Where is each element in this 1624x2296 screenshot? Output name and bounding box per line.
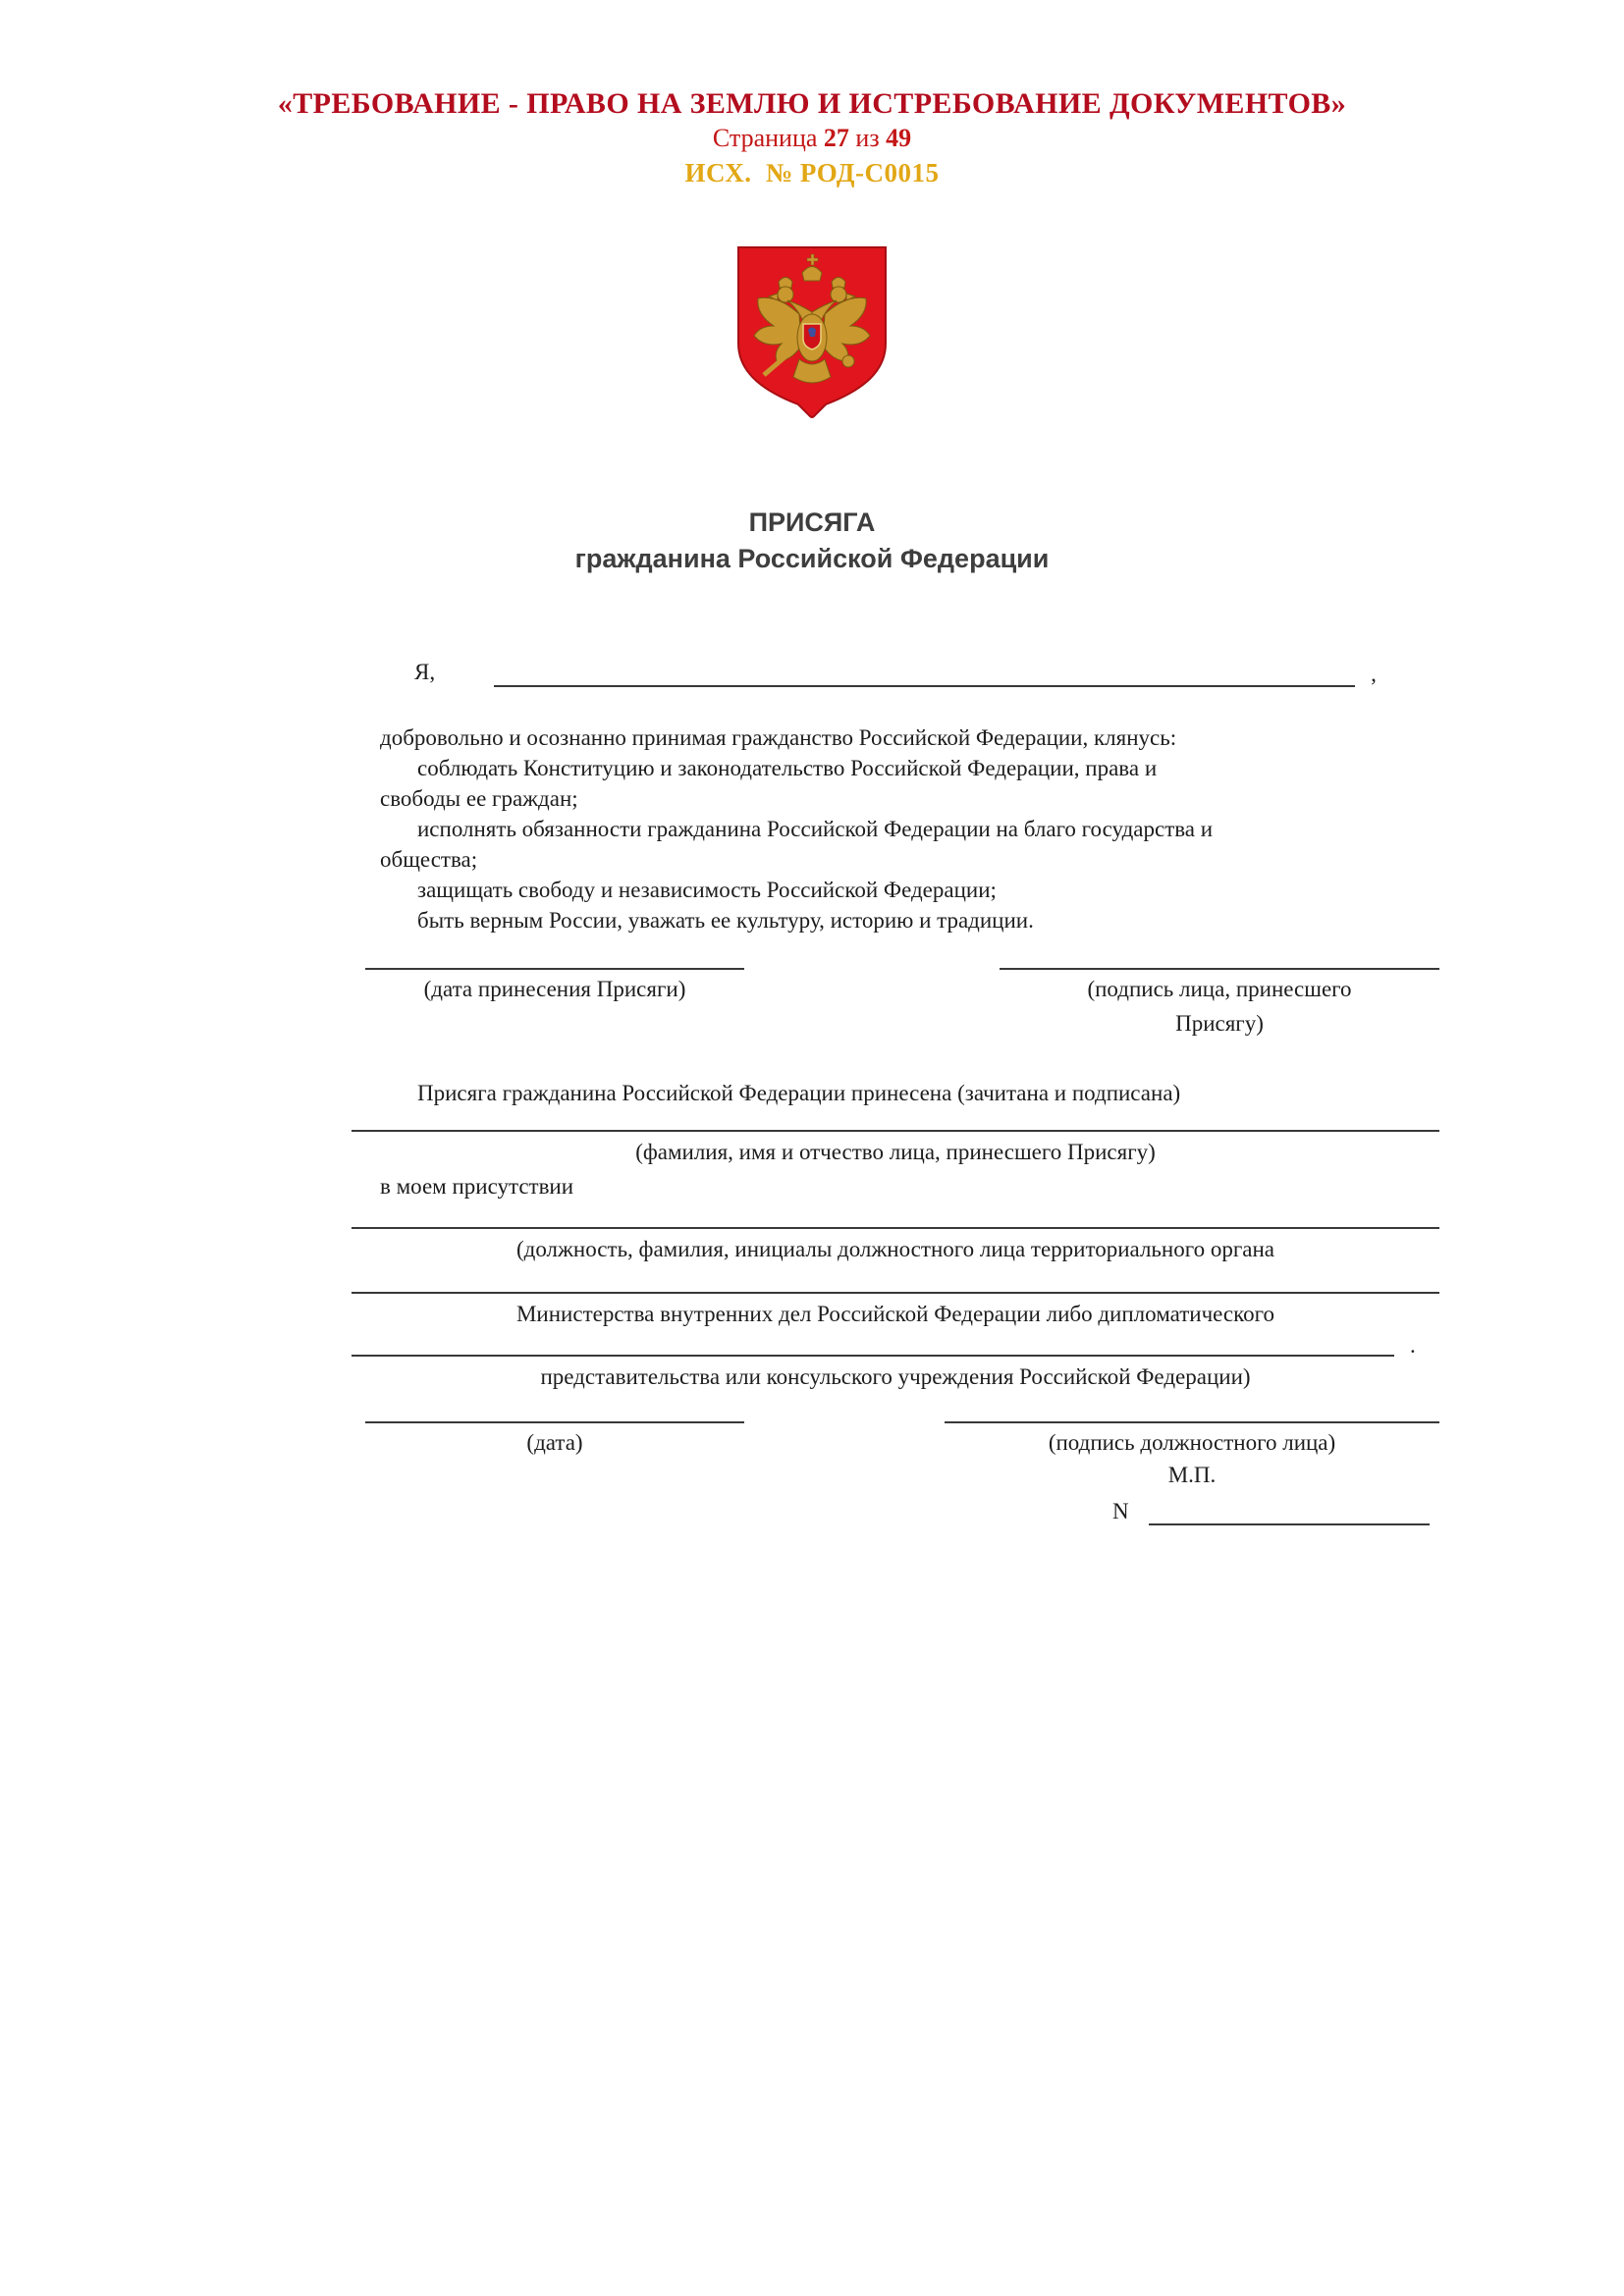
document-header bbox=[0, 0, 1624, 190]
document-body bbox=[352, 650, 1439, 1525]
page-indicator bbox=[0, 122, 1624, 155]
official-date-line bbox=[365, 1421, 744, 1423]
official-signature-field bbox=[945, 1421, 1439, 1525]
name-blank-row bbox=[352, 650, 1439, 687]
page-total: 49 bbox=[886, 124, 912, 152]
official-caption-line1: (должность, фамилия, инициалы должностного лица территориального органа bbox=[516, 1237, 1274, 1261]
outgoing-ref-number: ИСХ. № РОД-С0015 bbox=[684, 158, 940, 187]
oath-date-field bbox=[365, 968, 744, 1039]
official-line-3-row: . bbox=[352, 1355, 1439, 1357]
full-name-blank bbox=[494, 658, 1355, 687]
official-line-2 bbox=[352, 1292, 1439, 1294]
oath-signature-caption-line2: Присягу) bbox=[1175, 1011, 1264, 1036]
fio-line bbox=[352, 1130, 1439, 1132]
number-blank bbox=[1149, 1498, 1430, 1525]
official-caption-line3: представительства или консульского учреждения Российской Федерации) bbox=[540, 1364, 1251, 1389]
oath-text bbox=[352, 722, 1439, 935]
oath-line: быть верным России, уважать ее культуру, историю и традиции. bbox=[417, 908, 1034, 933]
oath-line: свободы ее граждан; bbox=[380, 786, 578, 811]
trailing-comma: , bbox=[1371, 662, 1377, 686]
official-line-1 bbox=[352, 1227, 1439, 1229]
page-current: 27 bbox=[823, 124, 849, 152]
oath-line: соблюдать Конституцию и законодательство Российской Федерации, права и bbox=[417, 756, 1158, 780]
document-title-line1: ПРИСЯГА bbox=[748, 507, 876, 537]
page-of: из bbox=[855, 124, 880, 152]
document-title-line2: гражданина Российской Федерации bbox=[574, 544, 1050, 573]
oath-line: исполнять обязанности гражданина Российской Федерации на благо государства и bbox=[417, 817, 1214, 841]
oath-taken-statement: Присяга гражданина Российской Федерации принесена (зачитана и подписана) bbox=[417, 1081, 1181, 1105]
oath-date-caption: (дата принесения Присяги) bbox=[423, 977, 686, 1001]
official-date-field bbox=[365, 1421, 744, 1525]
russia-coat-of-arms bbox=[731, 241, 893, 424]
official-line-3 bbox=[352, 1355, 1394, 1357]
oath-line: добровольно и осознанно принимая гражданство Российской Федерации, клянусь: bbox=[380, 725, 1177, 750]
oath-signature-line bbox=[1000, 968, 1439, 970]
signature-row-official bbox=[352, 1421, 1439, 1525]
pronoun-label: Я, bbox=[414, 660, 436, 684]
fio-field bbox=[352, 1130, 1439, 1167]
fio-caption: (фамилия, имя и отчество лица, принесшего Присягу) bbox=[635, 1140, 1156, 1164]
oath-date-line bbox=[365, 968, 744, 970]
signature-row-oath bbox=[352, 968, 1439, 1039]
stamp-placeholder: М.П. bbox=[1167, 1463, 1217, 1487]
official-caption-line2: Министерства внутренних дел Российской Федерации либо дипломатического bbox=[515, 1302, 1274, 1326]
number-label: N bbox=[1112, 1499, 1129, 1523]
oath-signature-caption-line1: (подпись лица, принесшего bbox=[1087, 977, 1352, 1001]
oath-line: защищать свободу и независимость Российской Федерации; bbox=[417, 878, 997, 902]
official-date-caption: (дата) bbox=[526, 1430, 583, 1455]
official-signature-line bbox=[945, 1421, 1439, 1423]
document-number-row bbox=[945, 1492, 1439, 1525]
oath-signature-field bbox=[1000, 968, 1439, 1039]
oath-line: общества; bbox=[380, 847, 478, 872]
document-title bbox=[0, 505, 1624, 577]
header-title: «ТРЕБОВАНИЕ - ПРАВО НА ЗЕМЛЮ И ИСТРЕБОВАНИЕ ДОКУМЕНТОВ» bbox=[277, 87, 1347, 120]
page-label: Страница bbox=[712, 124, 818, 152]
presence-text: в моем присутствии bbox=[380, 1174, 574, 1199]
official-signature-caption: (подпись должностного лица) bbox=[1048, 1430, 1336, 1455]
